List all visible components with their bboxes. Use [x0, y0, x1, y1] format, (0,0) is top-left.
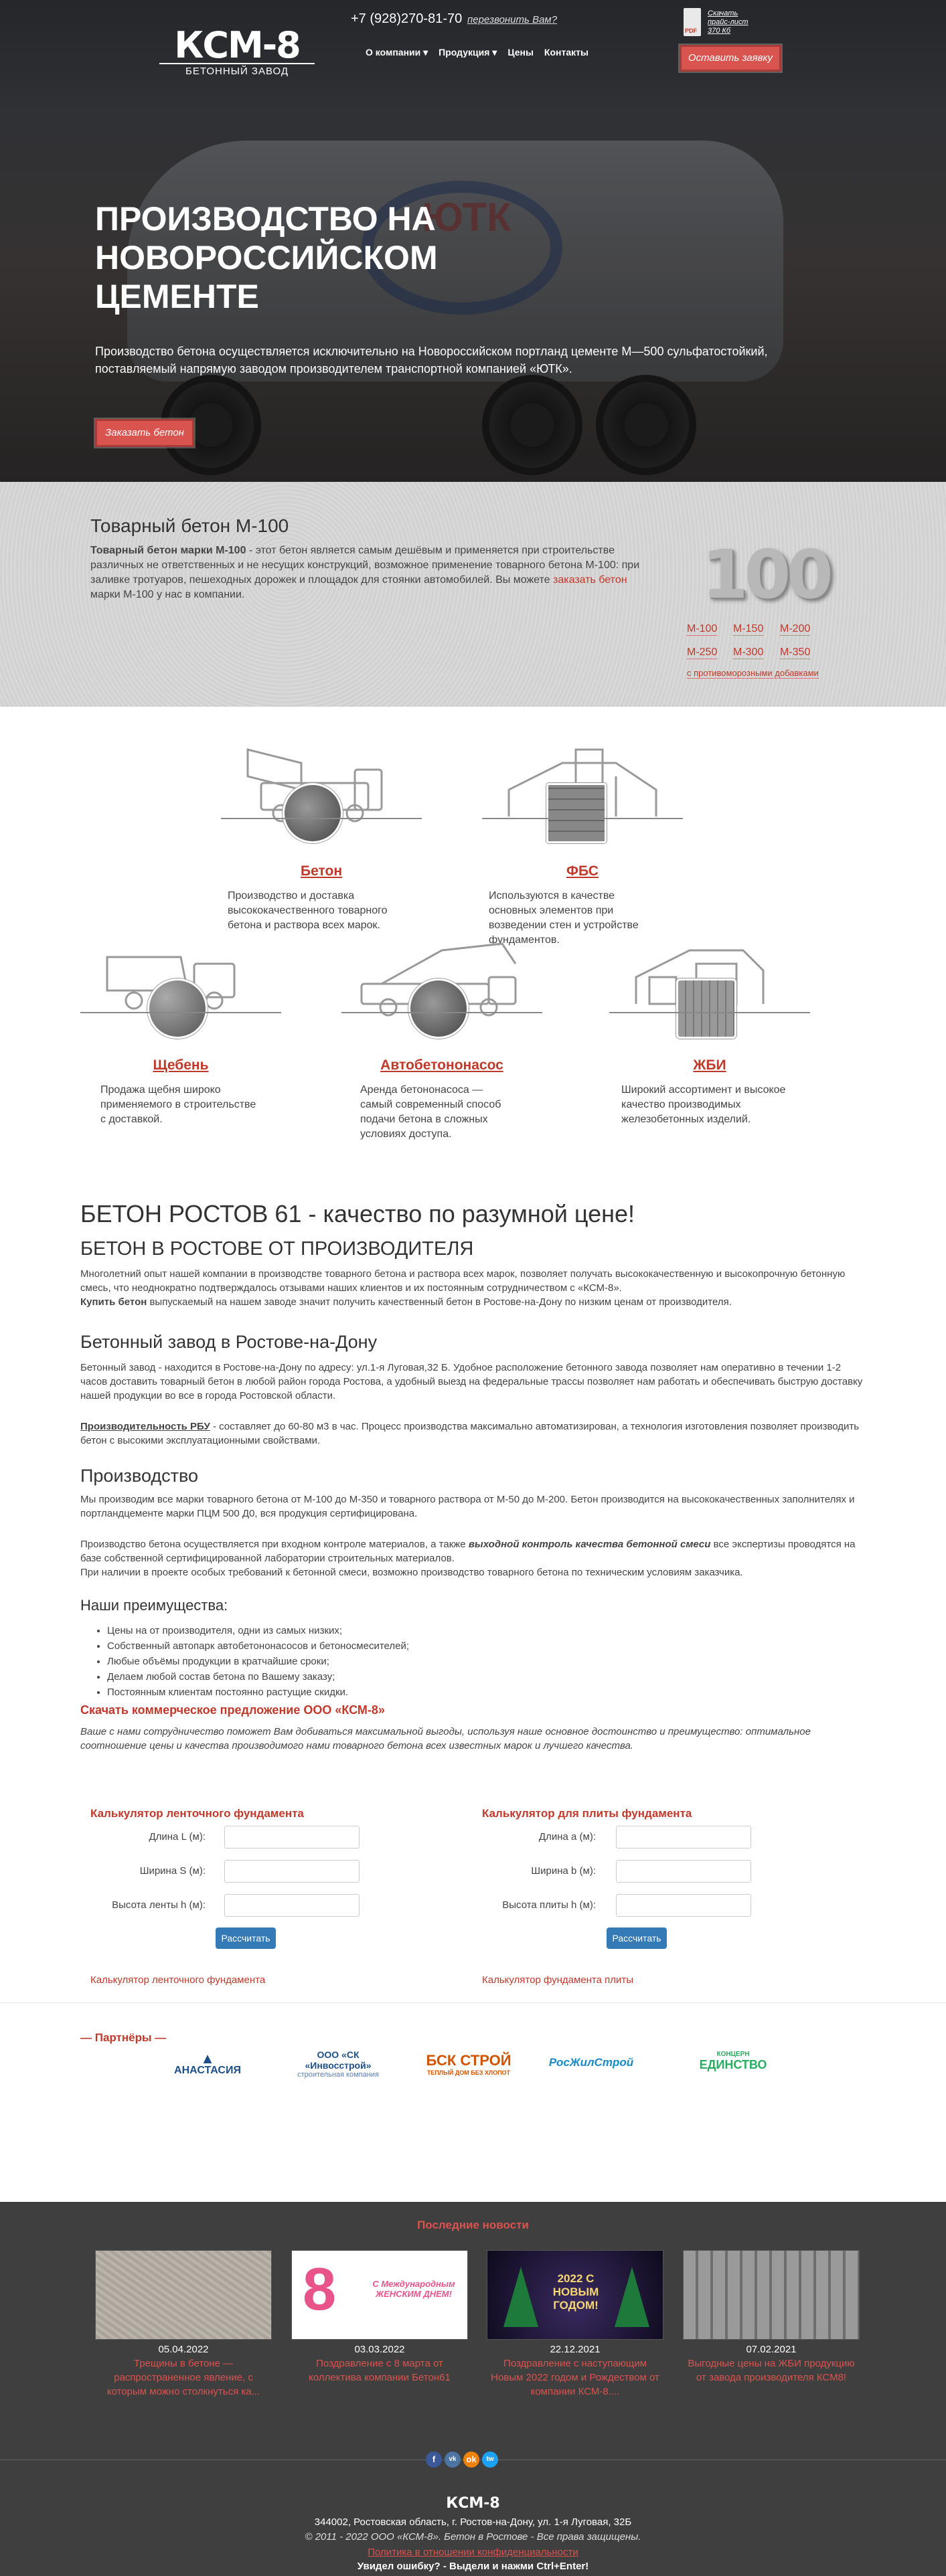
calculate-button[interactable]: Рассчитать [216, 1927, 276, 1949]
twitter-icon[interactable]: tw [482, 2452, 498, 2468]
slab-calc-link[interactable]: Калькулятор фундамента плиты [482, 1974, 634, 1986]
news-card[interactable] [487, 2250, 663, 2399]
news-title: Последние новости [417, 2219, 529, 2231]
product-name[interactable]: ЖБИ [693, 1057, 726, 1073]
news-card[interactable] [683, 2250, 860, 2385]
footer-address: 344002, Ростовская область, г. Ростов-на-Дону, ул. 1-я Луговая, 32Б [314, 2516, 632, 2528]
facebook-icon[interactable]: f [426, 2452, 442, 2468]
main-nav [366, 47, 599, 58]
news-card[interactable] [291, 2250, 468, 2385]
list-item: • Постоянным клиентам постоянно растущие скидки. [107, 1685, 409, 1700]
calc-slab-title: Калькулятор для плиты фундамента [482, 1807, 692, 1820]
product-name[interactable]: ФБС [566, 863, 599, 879]
partners-title: — Партнёры — [80, 2031, 167, 2044]
figure-eight: 8 [303, 2256, 337, 2323]
order-concrete-link[interactable]: заказать бетон [553, 574, 627, 586]
mark-link[interactable]: М-100 [687, 623, 718, 634]
news-image [487, 2250, 663, 2340]
site-logo[interactable] [159, 24, 315, 77]
leave-request-button[interactable]: Оставить заявку [680, 45, 781, 72]
mark-link[interactable]: М-200 [780, 623, 811, 634]
production-paragraph: Мы производим все марки товарного бетона от М-100 до М-350 и товарного раствора от М-50 до М-200. Бетон производится на высококачественных заполнителях и портландцементе марки ПЦМ 500 Д0, вся продукция сертифицирована. [80, 1494, 855, 1519]
product-desc: Производство и доставка высококачественного товарного бетона и раствора всех марок. [228, 890, 388, 931]
strip-calc-link[interactable]: Калькулятор ленточного фундамента [90, 1974, 266, 1986]
article-paragraph: Многолетний опыт нашей компании в производстве товарного бетона и раствора всех марок, позволяет получать высококачественную и высокопрочную бетонную смесь, что неоднократно подтверждалось отзывами наших клиентов и их постоянным сотрудничеством с «КСМ-8». Купить бетон выпускаемый на нашем заводе значит получить качественный бетон в Ростове-на-Дону по низким ценам от производителя. [80, 1268, 846, 1308]
error-notice: Увидел ошибку? - Выдели и нажми Ctrl+Enter! [357, 2561, 589, 2572]
length-input[interactable] [224, 1826, 360, 1849]
calc-label: Высота плиты h (м): [502, 1899, 596, 1911]
list-item: • Цены на от производителя, одни из самых низких; [107, 1623, 409, 1638]
nav-about[interactable]: О компании ▾ [366, 47, 428, 58]
news-text[interactable]: Трещины в бетоне — распространенное явление, с которым можно столкнуться ка... [106, 2358, 260, 2397]
partner-logo[interactable]: ▲ АНАСТАСИЯ [174, 2050, 241, 2076]
article-heading: БЕТОН РОСТОВ 61 - качество по разумной цене! [80, 1200, 635, 1227]
product-desc: Продажа щебня широко применяемого в строительстве с доставкой. [100, 1084, 256, 1125]
partner-logo[interactable]: ООО «СК «Инвосстрой» строительная компания [297, 2049, 379, 2079]
tree-icon [503, 2267, 538, 2327]
mark-link[interactable]: М-300 [733, 647, 764, 658]
plant-paragraph: Бетонный завод - находится в Ростове-на-Дону по адресу: ул.1-я Луговая,32 Б. Удобное расположение бетонного завода позволяет нам оперативно в течении 1-2 часов доставить товарный бетон в любой район города Ростова, а удобный выезд на федеральные трассы позволяет нам работать и обеспечивать быструю доставку нашей продукции во все в города Ростовской области. [80, 1362, 863, 1401]
hero-title: ПРОИЗВОДСТВО НА НОВОРОССИЙСКОМ ЦЕМЕНТЕ [95, 200, 438, 315]
partner-logo[interactable]: РосЖилСтрой [548, 2056, 634, 2069]
footer-copyright: © 2011 - 2022 ООО «КСМ-8». Бетон в Ростове - Все права защищены. [305, 2531, 641, 2543]
news-text[interactable]: Поздравление с 8 марта от коллектива компании Бетон61 [309, 2358, 451, 2383]
commercial-offer-link[interactable]: Скачать коммерческое предложение ООО «КСМ-8» [80, 1703, 385, 1717]
product-rc[interactable] [609, 930, 810, 1127]
product-desc: Аренда бетононасоса — самый современный способ подачи бетона в сложных условиях доступа. [360, 1084, 501, 1140]
header-phone[interactable]: +7 (928)270-81-70 [351, 11, 463, 26]
height-input[interactable] [616, 1894, 751, 1917]
callback-link[interactable]: перезвонить Вам? [467, 14, 558, 25]
nav-prices[interactable]: Цены [507, 47, 534, 58]
height-input[interactable] [224, 1894, 360, 1917]
list-item: • Собственный автопарк автобетононасосов и бетоносмесителей; [107, 1638, 409, 1654]
plant-heading: Бетонный завод в Ростове-на-Дону [80, 1332, 378, 1352]
product-desc: Широкий ассортимент и высокое качество производимых железобетонных изделий. [621, 1084, 786, 1125]
tree-icon [615, 2267, 649, 2327]
calculate-button[interactable]: Рассчитать [607, 1927, 667, 1949]
calc-label: Длина a (м): [538, 1831, 596, 1842]
logo-text: КСМ-8 [174, 24, 300, 66]
product-pump[interactable] [341, 930, 542, 1142]
production-heading: Производство [80, 1466, 199, 1486]
news-image-caption: 2022 С НОВЫМ ГОДОМ! [552, 2272, 599, 2312]
news-text[interactable]: Выгодные цены на ЖБИ продукцию от завода производителя КСМ8! [688, 2358, 855, 2383]
article-note: Ваше с нами сотрудничество поможет Вам добиваться максимальной выгоды, используя наше основное достоинство и преимущество: оптимальное соотношение цены и качества производимого нами товарного бетона всех известных марок и лучшего качества. [80, 1726, 811, 1751]
mark-link[interactable]: М-150 [733, 623, 764, 634]
partner-logo[interactable]: БСК СТРОЙ ТЕПЛЫЙ ДОМ БЕЗ ХЛОПОТ [426, 2052, 511, 2076]
list-item: • Делаем любой состав бетона по Вашему заказу; [107, 1669, 409, 1685]
product-image [546, 783, 607, 843]
news-image [291, 2250, 468, 2340]
product-desc: Используются в качестве основных элементов при возведении стен и устройстве фундаментов. [489, 890, 639, 946]
article-subheading: БЕТОН В РОСТОВЕ ОТ ПРОИЗВОДИТЕЛЯ [80, 1238, 474, 1260]
product-image [283, 783, 343, 843]
capacity-paragraph: Производительность РБУ - составляет до 60-80 м3 в час. Процесс производства максимально автоматизирован, а технология изготовления позволяет производить бетон с высокими эксплуатационными свойствами. [80, 1421, 860, 1446]
list-item: • Любые объёмы продукции в кратчайшие сроки; [107, 1654, 409, 1669]
width-input[interactable] [616, 1860, 751, 1883]
news-date: 03.03.2022 [354, 2344, 405, 2355]
footer-logo[interactable]: КСМ-8 [446, 2495, 500, 2512]
mark-link[interactable]: М-350 [780, 647, 811, 658]
vk-icon[interactable]: vk [445, 2452, 461, 2468]
width-input[interactable] [224, 1860, 360, 1883]
advantages-list [107, 1623, 409, 1700]
advantages-heading: Наши преимущества: [80, 1597, 228, 1614]
product-concrete[interactable] [221, 736, 422, 933]
calc-label: Высота ленты h (м): [112, 1899, 206, 1911]
product-gravel[interactable] [80, 930, 281, 1127]
grade-title: Товарный бетон М-100 [90, 515, 289, 536]
antifreeze-link[interactable]: с противоморозными добавками [687, 668, 819, 678]
hero-text: Производство бетона осуществляется исключительно на Новороссийском портланд цементе М—500 сульфатостойкий, поставляемый напрямую заводом производителем транспортной компанией «ЮТК». [95, 345, 768, 375]
price-list-link[interactable]: Скачать прайс-лист 370 Кб [708, 9, 748, 35]
product-name[interactable]: Бетон [300, 863, 342, 879]
mark-link[interactable]: М-250 [687, 647, 718, 658]
news-image [95, 2250, 272, 2340]
nav-products[interactable]: Продукция ▾ [439, 47, 497, 58]
calc-label: Ширина S (м): [139, 1865, 206, 1877]
news-date: 07.02.2021 [746, 2344, 797, 2355]
control-paragraph: Производство бетона осуществляется при входном контроле материалов, а также выходной контроль качества бетонной смеси все экспертизы проводятся на базе собственной сертифицированной лаборатории строительных материалов. При наличии в проекте особых требований к бетонной смеси, возможно производство товарного бетона по техническим условиям заказчика. [80, 1539, 856, 1578]
partner-logo[interactable]: КОНЦЕРН ЕДИНСТВО [699, 2051, 767, 2071]
grade-text: Товарный бетон марки М-100 - этот бетон является самым дешёвым и применяется при строительстве различных не ответственных и не несущих конструкций, возможное применение товарного бетона М-100: при заливке тротуаров, пешеходных дорожек и площадок для стоянки автомобилей. Вы можете заказать бетон марки М-100 у нас в компании. [90, 545, 640, 600]
news-image [683, 2250, 860, 2340]
odnoklassniki-icon[interactable]: ok [463, 2452, 479, 2468]
calc-strip-title: Калькулятор ленточного фундамента [90, 1807, 304, 1820]
news-date: 05.04.2022 [158, 2344, 209, 2355]
logo-subtitle: БЕТОННЫЙ ЗАВОД [159, 63, 315, 77]
nav-contacts[interactable]: Контакты [544, 47, 588, 58]
grade-badge: 100 [702, 535, 830, 614]
product-fbs[interactable] [482, 736, 683, 948]
length-input[interactable] [616, 1826, 751, 1849]
privacy-link[interactable]: Политика в отношении конфиденциальности [368, 2547, 578, 2558]
product-name[interactable]: Щебень [153, 1057, 209, 1073]
pdf-icon[interactable] [684, 8, 701, 36]
calc-label: Длина L (м): [149, 1831, 206, 1842]
news-card[interactable] [95, 2250, 272, 2399]
order-concrete-button[interactable]: Заказать бетон [95, 419, 194, 447]
product-image [676, 978, 736, 1039]
news-text[interactable]: Поздравление с наступающим Новым 2022 годом и Рождеством от компании КСМ-8.... [491, 2358, 659, 2397]
news-date: 22.12.2021 [550, 2344, 601, 2355]
product-image [408, 978, 469, 1039]
product-name[interactable]: Автобетононасос [380, 1057, 503, 1073]
news-image-caption: С Международным ЖЕНСКИМ ДНЕМ! [372, 2279, 455, 2299]
calc-label: Ширина b (м): [531, 1865, 596, 1877]
product-image [147, 978, 208, 1039]
